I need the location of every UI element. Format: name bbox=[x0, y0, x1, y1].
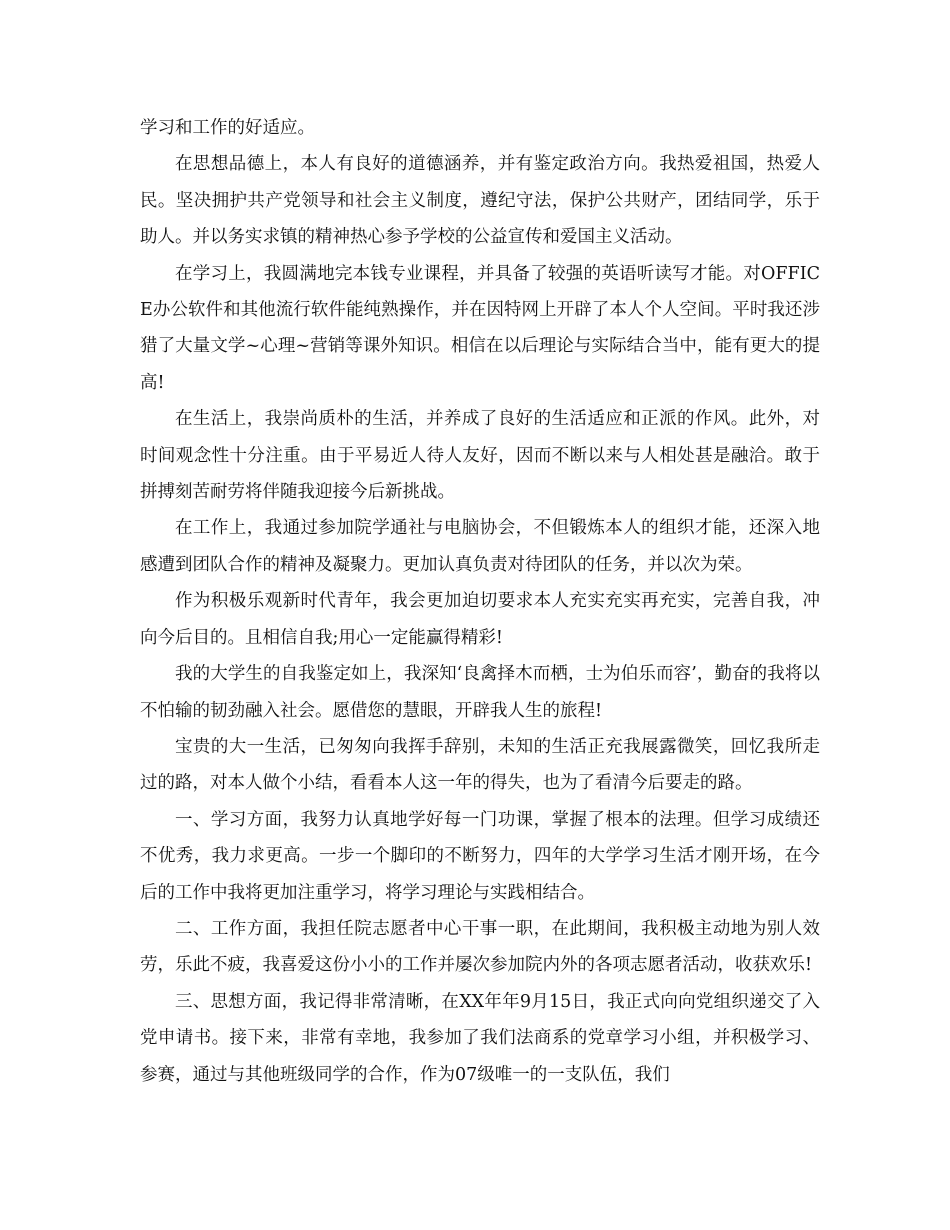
paragraph-youth: 作为积极乐观新时代青年，我会更加迫切要求本人充实充实再充实，完善自我，冲向今后目的。且相信自我;用心一定能赢得精彩! bbox=[140, 591, 820, 648]
paragraph-life: 在生活上，我崇尚质朴的生活，并养成了良好的生活适应和正派的作风。此外，对时间观念性十分注重。由于平易近人待人友好，因而不断以来与人相处甚是融洽。敢于拼搏刻苦耐劳将伴随我迎接今后新挑战。 bbox=[140, 409, 820, 503]
paragraph-ideology-aspect: 三、思想方面，我记得非常清晰，在XX年年9月15日，我正式向向党组织递交了入党申请书。接下来，非常有幸地，我参加了我们法商系的党章学习小组，并积极学习、参赛，通过与其他班级同学的合作，作为07级唯一的一支队伍，我们 bbox=[140, 991, 820, 1085]
paragraph-work: 在工作上，我通过参加院学通社与电脑协会，不但锻炼本人的组织才能，还深入地感遭到团队合作的精神及凝聚力。更加认真负责对待团队的任务，并以次为荣。 bbox=[140, 518, 820, 575]
paragraph-continuation: 学习和工作的好适应。 bbox=[140, 118, 315, 138]
paragraph-study: 在学习上，我圆满地完本钱专业课程，并具备了较强的英语听读写才能。对OFFICE办公软件和其他流行软件能纯熟操作，并在因特网上开辟了本人个人空间。平时我还涉猎了大量文学~心理~营销等课外知识。相信在以后理论与实际结合当中，能有更大的提高! bbox=[140, 263, 820, 393]
paragraph-self-assessment: 我的大学生的自我鉴定如上，我深知‘良禽择木而栖，士为伯乐而容’，勤奋的我将以不怕输的韧劲融入社会。愿借您的慧眼，开辟我人生的旅程! bbox=[140, 664, 820, 721]
document-body bbox=[140, 110, 820, 1093]
paragraph-ideology-morality: 在思想品德上，本人有良好的道德涵养，并有鉴定政治方向。我热爱祖国，热爱人民。坚决拥护共产党领导和社会主义制度，遵纪守法，保护公共财产，团结同学，乐于助人。并以务实求镇的精神热心参予学校的公益宣传和爱国主义活动。 bbox=[140, 154, 820, 248]
paragraph-work-aspect: 二、工作方面，我担任院志愿者中心干事一职，在此期间，我积极主动地为别人效劳，乐此不疲，我喜爱这份小小的工作并屡次参加院内外的各项志愿者活动，收获欢乐! bbox=[140, 918, 820, 976]
paragraph-freshman-year: 宝贵的大一生活，已匆匆向我挥手辞别，未知的生活正充我展露微笑，回忆我所走过的路，对本人做个小结，看看本人这一年的得失，也为了看清今后要走的路。 bbox=[140, 736, 820, 794]
paragraph-study-aspect: 一、学习方面，我努力认真地学好每一门功课，掌握了根本的法理。但学习成绩还不优秀，我力求更高。一步一个脚印的不断努力，四年的大学学习生活才刚开场，在今后的工作中我将更加注重学习，将学习理论与实践相结合。 bbox=[140, 809, 820, 903]
